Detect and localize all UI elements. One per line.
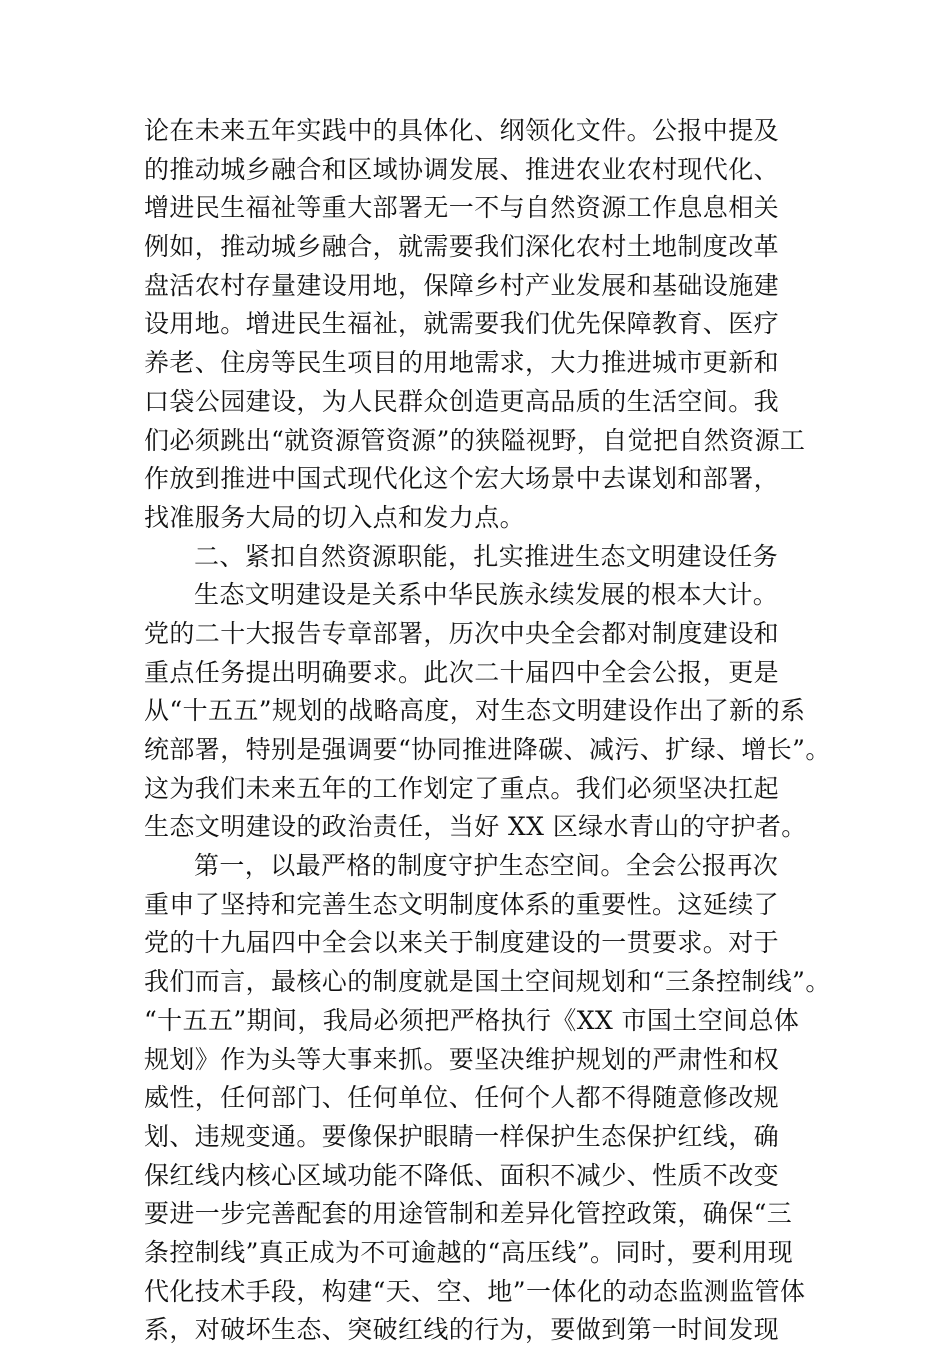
text-line: 例如，推动城乡融合，就需要我们深化农村土地制度改革: [144, 232, 780, 262]
text-line: 养老、住房等民生项目的用地需求，大力推进城市更新和: [144, 348, 780, 378]
text-line: 要进一步完善配套的用途管制和差异化管控政策，确保“三: [144, 1199, 793, 1229]
text-line: 重申了坚持和完善生态文明制度体系的重要性。这延续了: [144, 889, 780, 919]
text-line: 条控制线”真正成为不可逾越的“高压线”。同时，要利用现: [144, 1237, 794, 1267]
text-line: 找准服务大局的切入点和发力点。: [144, 502, 526, 532]
text-line: 系，对破坏生态、突破红线的行为，要做到第一时间发现: [144, 1315, 780, 1345]
text-line: 党的二十大报告专章部署，历次中央全会都对制度建设和: [144, 618, 780, 648]
text-line: 的推动城乡融合和区域协调发展、推进农业农村现代化、: [144, 154, 780, 184]
text-line: 统部署，特别是强调要“协同推进降碳、减污、扩绿、增长”。: [144, 735, 831, 764]
text-line: 口袋公园建设，为人民群众创造更高品质的生活空间。我: [144, 386, 780, 416]
text-line: 保红线内核心区域功能不降低、面积不减少、性质不改变: [144, 1160, 780, 1190]
text-line: 设用地。增进民生福祉，就需要我们优先保障教育、医疗: [144, 309, 780, 339]
text-line: “十五五”期间，我局必须把严格执行《XX 市国土空间总体: [144, 1005, 800, 1035]
text-line: 代化技术手段，构建“天、空、地”一体化的动态监测监管体: [144, 1276, 806, 1306]
text-line: 党的十九届四中全会以来关于制度建设的一贯要求。对于: [144, 928, 780, 958]
text-line: 论在未来五年实践中的具体化、纲领化文件。公报中提及: [144, 116, 780, 145]
text-line: 从“十五五”规划的战略高度，对生态文明建设作出了新的系: [144, 696, 806, 726]
text-line: 这为我们未来五年的工作划定了重点。我们必须坚决扛起: [144, 773, 780, 803]
text-line: 我们而言，最核心的制度就是国土空间规划和“三条控制线”。: [144, 967, 831, 997]
text-line: 增进民生福祉等重大部署无一不与自然资源工作息息相关: [144, 193, 780, 223]
section-heading: 二、紧扣自然资源职能，扎实推进生态文明建设任务: [194, 541, 779, 571]
document-body: [144, 112, 831, 1350]
text-line: 盘活农村存量建设用地，保障乡村产业发展和基础设施建: [144, 270, 780, 300]
text-line: 生态文明建设的政治责任，当好 XX 区绿水青山的守护者。: [144, 812, 807, 842]
paragraph-start-line: 第一，以最严格的制度守护生态空间。全会公报再次: [194, 851, 779, 881]
text-line: 作放到推进中国式现代化这个宏大场景中去谋划和部署，: [144, 464, 780, 494]
text-line: 规划》作为头等大事来抓。要坚决维护规划的严肃性和权: [144, 1044, 780, 1074]
paragraph-start-line: 生态文明建设是关系中华民族永续发展的根本大计。: [194, 580, 779, 610]
text-line: 们必须跳出“就资源管资源”的狭隘视野，自觉把自然资源工: [144, 425, 806, 455]
text-line: 威性，任何部门、任何单位、任何个人都不得随意修改规: [144, 1083, 780, 1113]
text-line: 重点任务提出明确要求。此次二十届四中全会公报，更是: [144, 657, 780, 687]
text-line: 划、违规变通。要像保护眼睛一样保护生态保护红线，确: [144, 1121, 780, 1151]
